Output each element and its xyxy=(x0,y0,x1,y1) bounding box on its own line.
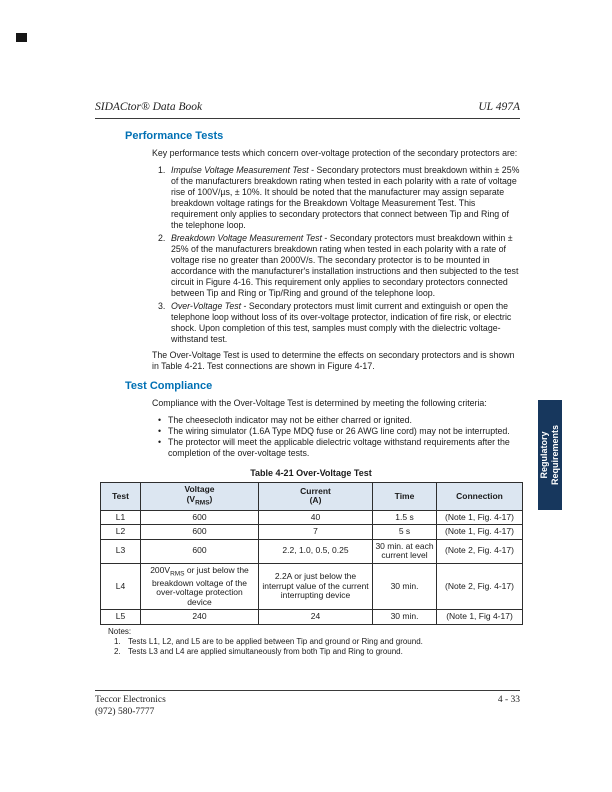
test-description: - Secondary protectors must limit current and extinguish or open the telephone loop without loss of its over-voltage protector, indication of fire risk, or electric shock. Upon completion of this test, samples must comply with the dielectric voltage-withstand test. xyxy=(171,301,512,344)
criterion-text: • The protector will meet the applicable dielectric voltage withstand requirements after the completion of the over-voltage tests. xyxy=(168,437,510,458)
note-item xyxy=(114,637,520,647)
test-description: - Secondary protectors must breakdown within ± 25% of the manufacturers breakdown rating when tested in each polarity with a rate of voltage rise of 100V/µs, ± 10%. It should be noted that the manufacturer may assign separate breakdown voltage ratings for the Breakdown Voltage Measurement Test. This requirement only applies to secondary protectors that connect between Tip and Ring of the telephone loop. xyxy=(171,165,520,230)
table-row xyxy=(101,510,523,525)
note-number: 1. xyxy=(114,636,121,646)
criterion-text: • The cheesecloth indicator may not be either charred or ignited. xyxy=(168,415,413,425)
cell-test: L2 xyxy=(101,525,141,540)
standard-number: UL 497A xyxy=(478,101,520,113)
table-notes xyxy=(108,627,520,657)
list-item-body xyxy=(171,165,520,231)
cell-voltage: $200V_{RMS}$ or just below the breakdown voltage of the over-voltage protection device xyxy=(141,563,259,610)
list-item-number: 3. xyxy=(158,301,166,311)
col-header-current: Current (A) xyxy=(259,483,373,511)
cell-voltage: 240 xyxy=(141,610,259,625)
note-text: Tests L1, L2, and L5 are to be applied between Tip and ground or Ring and ground. xyxy=(128,636,423,646)
cell-current: 24 xyxy=(259,610,373,625)
note-text: Tests L3 and L4 are applied simultaneously from both Tip and Ring to ground. xyxy=(128,646,403,656)
test-name: Impulse Voltage Measurement Test xyxy=(171,165,309,175)
list-item-number: 1. xyxy=(158,165,166,175)
footer-rule xyxy=(95,690,520,691)
test-name: Breakdown Voltage Measurement Test xyxy=(171,233,322,243)
list-item xyxy=(158,437,520,459)
cell-connection: (Note 2, Fig. 4-17) xyxy=(437,563,523,610)
list-item xyxy=(158,301,520,345)
cell-test: L4 xyxy=(101,563,141,610)
criterion-text: • The wiring simulator (1.6A Type MDQ fuse or 26 AWG line cord) may not be interrupted. xyxy=(168,426,510,436)
list-item xyxy=(158,233,520,299)
compliance-criteria-list xyxy=(158,415,520,459)
cell-current: 2.2A or just below the interrupt value of the current interrupting device xyxy=(259,563,373,610)
performance-tests-heading: Performance Tests xyxy=(125,130,224,142)
table-row xyxy=(101,563,523,610)
cell-connection: (Note 1, Fig. 4-17) xyxy=(437,510,523,525)
note-number: 2. xyxy=(114,646,121,656)
cell-connection: (Note 2, Fig. 4-17) xyxy=(437,539,523,563)
cell-time: 5 s xyxy=(373,525,437,540)
page-body xyxy=(95,130,520,657)
document-title: SIDACtor® Data Book xyxy=(95,101,203,113)
list-item xyxy=(158,415,520,426)
cell-current: 40 xyxy=(259,510,373,525)
list-item-body xyxy=(171,301,520,345)
cell-time: 1.5 s xyxy=(373,510,437,525)
cell-test: L3 xyxy=(101,539,141,563)
registration-mark xyxy=(16,33,27,42)
header-rule xyxy=(95,118,520,119)
closing-paragraph: The Over-Voltage Test is used to determine the effects on secondary protectors and is shown in Table 4-21. Test connections are shown in Figure 4-17. xyxy=(152,350,515,371)
notes-label: Notes: xyxy=(108,626,132,636)
page-number: 4 - 33 xyxy=(497,695,520,705)
list-item-body xyxy=(171,233,520,299)
cell-connection: (Note 1, Fig 4-17) xyxy=(437,610,523,625)
table-row xyxy=(101,610,523,625)
running-header xyxy=(95,101,520,113)
table-header-row xyxy=(101,483,523,511)
company-phone: (972) 580-7777 xyxy=(95,707,155,717)
col-header-time: Time xyxy=(373,483,437,511)
col-header-voltage: Voltage $(V_{RMS})$ xyxy=(141,483,259,511)
cell-time: 30 min. xyxy=(373,563,437,610)
test-compliance-intro: Compliance with the Over-Voltage Test is determined by meeting the following criteria: xyxy=(152,398,487,408)
regulatory-requirements-tab xyxy=(538,400,562,510)
cell-voltage: 600 xyxy=(141,539,259,563)
cell-voltage: 600 xyxy=(141,510,259,525)
performance-tests-intro: Key performance tests which concern over-voltage protection of the secondary protectors are: xyxy=(152,148,518,158)
running-footer xyxy=(95,695,520,719)
list-item xyxy=(158,165,520,231)
over-voltage-table-block xyxy=(100,468,520,657)
table-title: Table 4-21 Over-Voltage Test xyxy=(250,468,372,478)
cell-current: 2.2, 1.0, 0.5, 0.25 xyxy=(259,539,373,563)
note-item xyxy=(114,647,520,657)
cell-test: L5 xyxy=(101,610,141,625)
list-item-number: 2. xyxy=(158,233,166,243)
col-header-connection: Connection xyxy=(437,483,523,511)
cell-connection: (Note 1, Fig. 4-17) xyxy=(437,525,523,540)
test-name: Over-Voltage Test xyxy=(171,301,242,311)
cell-current: 7 xyxy=(259,525,373,540)
cell-voltage: 600 xyxy=(141,525,259,540)
list-item xyxy=(158,426,520,437)
col-header-test: Test xyxy=(101,483,141,511)
cell-time: 30 min. at each current level xyxy=(373,539,437,563)
cell-time: 30 min. xyxy=(373,610,437,625)
company-name: Teccor Electronics xyxy=(95,695,166,705)
over-voltage-table xyxy=(100,482,523,625)
performance-tests-list xyxy=(158,165,520,345)
test-compliance-heading: Test Compliance xyxy=(125,380,213,392)
test-description: - Secondary protectors must breakdown within ± 25% of the manufacturers breakdown rating when tested in each polarity with a rate of voltage rise no greater than 2000V/s. The secondary protector is to be mounted in accordance with the manufacturer's installation instructions and then subjected to the test circuit in Figure 4-16. This requirement only applies to secondary protectors connected between Tip and Ring or Tip/Ring and ground of the telephone loop. xyxy=(171,233,519,298)
publisher-info xyxy=(95,695,166,719)
table-row xyxy=(101,539,523,563)
table-row xyxy=(101,525,523,540)
side-tab-label: Regulatory Requirements xyxy=(539,424,560,486)
cell-test: L1 xyxy=(101,510,141,525)
